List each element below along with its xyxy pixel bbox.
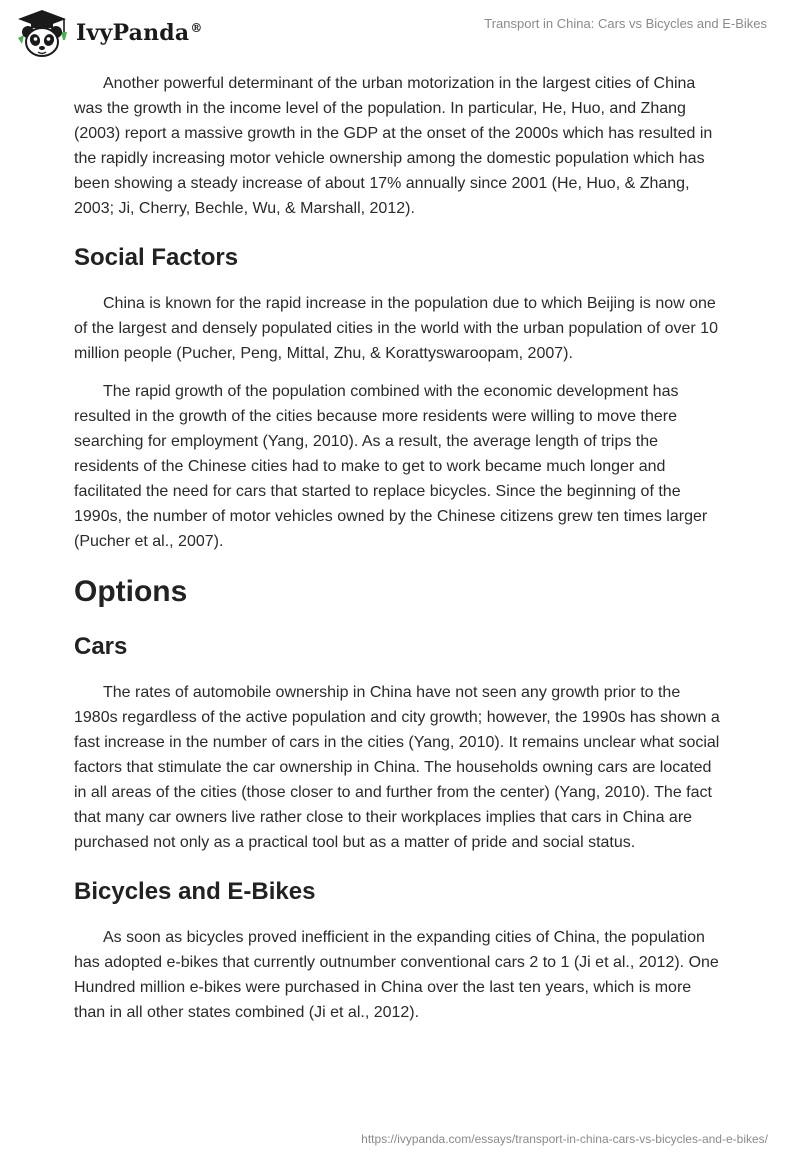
brand-logo[interactable] — [14, 8, 203, 58]
page-header — [0, 0, 800, 70]
heading-cars: Cars — [74, 633, 128, 660]
source-url[interactable]: https://ivypanda.com/essays/transport-in-china-cars-vs-bicycles-and-e-bikes/ — [361, 1132, 768, 1146]
paragraph-cars: The rates of automobile ownership in China have not seen any growth prior to the 1980s regardless of the active population and city growth; however, the 1990s has shown a fast increase in the number of cars in the cities (Yang, 2010). It remains unclear what social factors that stimulate the car ownership in China. The households owning cars are located in all areas of the cities (those closer to and further from the center) (Yang, 2010). The fact that many car owners live rather close to their workplaces implies that cars in China are purchased not only as a practical tool but as a matter of pride and social status. — [74, 684, 720, 851]
essay-body — [74, 71, 726, 1038]
paragraph-bicycles-ebikes: As soon as bicycles proved inefficient in the expanding cities of China, the population has adopted e-bikes that currently outnumber conventional cars 2 to 1 (Ji et al., 2012). One Hundred million e-bikes were purchased in China over the last ten years, which is more than in all other states combined (Ji et al., 2012). — [74, 929, 719, 1021]
heading-options: Options — [74, 575, 188, 608]
paragraph-income-growth: Another powerful determinant of the urban motorization in the largest cities of China was the growth in the income level of the population. In particular, He, Huo, and Zhang (2003) report a massive growth in the GDP at the onset of the 2000s which has resulted in the rapidly increasing motor vehicle ownership among the domestic population which has been showing a steady increase of about 17% annually since 2001 (He, Huo, & Zhang, 2003; Ji, Cherry, Bechle, Wu, & Marshall, 2012). — [74, 75, 713, 217]
panda-graduate-icon — [14, 8, 70, 58]
paragraph-social-population: China is known for the rapid increase in the population due to which Beijing is now one of the largest and densely populated cities in the world with the urban population of over 10 million people (Pucher, Peng, Mittal, Zhu, & Korattyswaroopam, 2007). — [74, 295, 718, 362]
heading-bicycles-ebikes: Bicycles and E-Bikes — [74, 878, 316, 905]
document-title: Transport in China: Cars vs Bicycles and E-Bikes — [484, 16, 767, 31]
brand-name: IvyPanda® — [76, 20, 203, 46]
heading-social-factors: Social Factors — [74, 244, 239, 271]
paragraph-social-growth: The rapid growth of the population combined with the economic development has resulted in the growth of the cities because more residents were willing to move there searching for employment (Yang, 2010). As a result, the average length of trips the residents of the Chinese cities had to make to get to work became much longer and facilitated the need for cars that started to replace bicycles. Since the beginning of the 1990s, the number of motor vehicles owned by the Chinese citizens grew ten times larger (Pucher et al., 2007). — [74, 383, 708, 550]
